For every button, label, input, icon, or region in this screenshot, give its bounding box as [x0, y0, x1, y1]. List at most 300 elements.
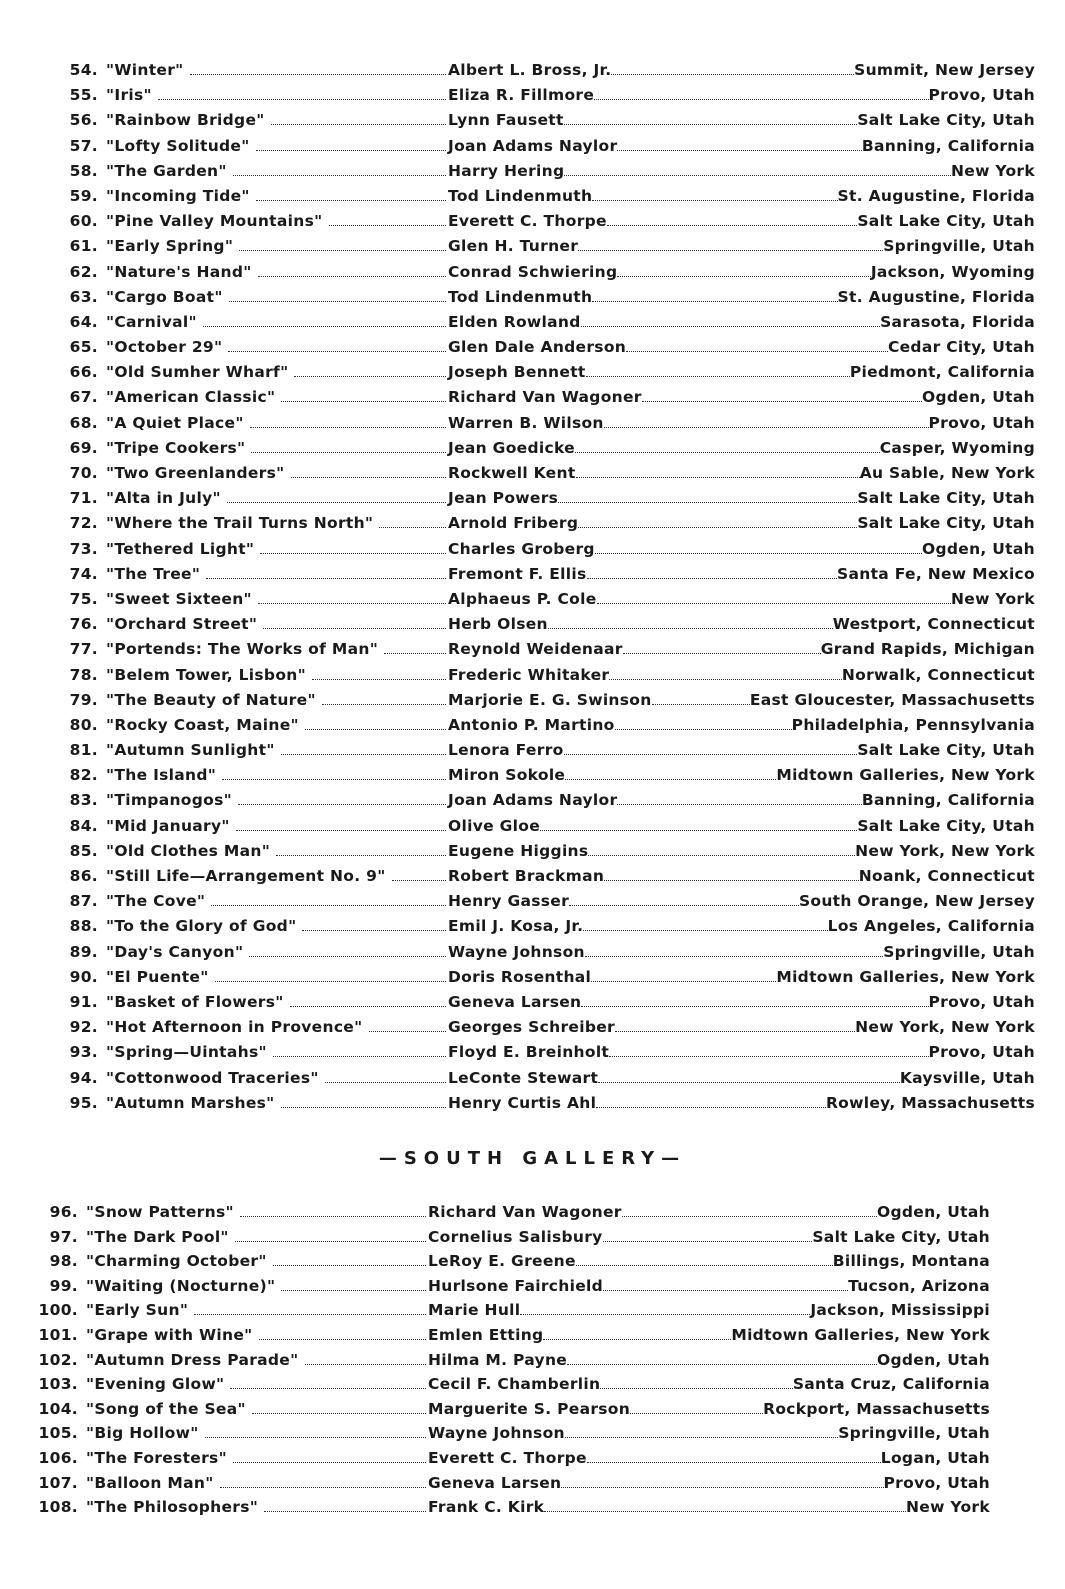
- entry-artist: Marjorie E. G. Swinson: [448, 690, 652, 709]
- catalog-entry: [50, 212, 1035, 237]
- entry-artist-cell: [446, 1094, 826, 1112]
- dot-leader: [611, 61, 854, 75]
- dot-leader: [256, 187, 446, 201]
- catalog-entry: [50, 791, 1035, 816]
- entry-title-cell: [106, 716, 446, 734]
- entry-title-cell: [106, 842, 446, 860]
- entry-title: "American Classic": [106, 388, 276, 407]
- entry-artist-cell: [446, 716, 792, 734]
- dot-leader: [598, 1069, 900, 1083]
- entry-number: 95.: [69, 1093, 98, 1112]
- entry-artist-cell: [446, 917, 828, 935]
- entry-artist-cell: [426, 1326, 731, 1344]
- entry-number: 72.: [69, 514, 98, 533]
- entry-location: Salt Lake City, Utah: [857, 816, 1035, 835]
- entry-number: 106.: [38, 1448, 78, 1467]
- entry-title-cell: [106, 137, 446, 155]
- entry-location: Salt Lake City, Utah: [857, 741, 1035, 760]
- entry-artist: Cornelius Salisbury: [428, 1227, 603, 1246]
- entry-artist: Joan Adams Naylor: [448, 791, 618, 810]
- dot-leader: [565, 1424, 838, 1438]
- entry-title: "Portends: The Works of Man": [106, 640, 379, 659]
- dot-leader: [603, 1228, 813, 1242]
- entry-location: Santa Cruz, California: [792, 1375, 990, 1394]
- dot-leader: [276, 842, 446, 856]
- dot-leader: [294, 363, 446, 377]
- dot-leader: [205, 1424, 426, 1438]
- entry-title: "Rocky Coast, Maine": [106, 715, 299, 734]
- entry-number: 70.: [69, 464, 98, 482]
- entry-location: Midtown Galleries, New York: [776, 766, 1035, 785]
- dot-leader: [578, 237, 883, 251]
- catalog-entry: [50, 464, 1035, 489]
- entry-title-cell: [106, 917, 446, 935]
- entry-artist-cell: [446, 867, 859, 885]
- entry-artist: Emil J. Kosa, Jr.: [448, 917, 584, 936]
- entry-number: 59.: [69, 186, 98, 205]
- entry-artist-cell: [446, 137, 862, 155]
- entry-title-cell: [106, 464, 446, 482]
- dot-leader: [615, 1018, 855, 1032]
- entry-artist: LeRoy E. Greene: [428, 1252, 576, 1271]
- dot-leader: [329, 212, 447, 226]
- entry-artist-cell: [426, 1400, 763, 1418]
- entry-title-cell: [106, 590, 446, 608]
- entry-location: Santa Fe, New Mexico: [837, 564, 1035, 583]
- entry-number: 104.: [38, 1399, 78, 1418]
- catalog-entry: [50, 363, 1035, 388]
- entry-artist: Lynn Fausett: [448, 111, 564, 130]
- south-gallery-list: [30, 1203, 990, 1523]
- entry-artist: Herb Olsen: [448, 615, 548, 634]
- dot-leader: [281, 741, 446, 755]
- catalog-entry: [50, 817, 1035, 842]
- entry-location: New York: [950, 161, 1035, 180]
- entry-location: Ogden, Utah: [877, 1350, 990, 1369]
- entry-artist: Eliza R. Fillmore: [448, 86, 595, 105]
- entry-title-cell: [106, 162, 446, 180]
- dot-leader: [273, 1252, 426, 1266]
- entry-location: Philadelphia, Pennsylvania: [791, 715, 1035, 734]
- entry-title-cell: [106, 540, 446, 558]
- south-gallery-heading: —SOUTH GALLERY—: [378, 1148, 687, 1169]
- dot-leader: [609, 1043, 928, 1057]
- entry-artist: Henry Gasser: [448, 892, 570, 911]
- entry-number: 105.: [38, 1424, 78, 1443]
- entry-artist: Lenora Ferro: [448, 741, 564, 760]
- catalog-entry: [50, 1069, 1035, 1094]
- entry-title-cell: [106, 338, 446, 356]
- entry-title: "Big Hollow": [86, 1424, 199, 1443]
- catalog-entry: [50, 968, 1035, 993]
- entry-title-cell: [106, 615, 446, 633]
- entry-artist: Henry Curtis Ahl: [448, 1093, 597, 1112]
- entry-location: St. Augustine, Florida: [837, 287, 1035, 306]
- catalog-entry: [50, 263, 1035, 288]
- entry-location: Rockport, Massachusetts: [763, 1399, 990, 1418]
- entry-title-cell: [86, 1203, 426, 1221]
- entry-title: "Nature's Hand": [106, 262, 252, 281]
- entry-number: 69.: [69, 438, 98, 457]
- entry-artist: Jean Powers: [448, 489, 559, 508]
- entry-number: 96.: [49, 1203, 78, 1221]
- catalog-entry: [30, 1228, 990, 1253]
- entry-title-cell: [106, 1043, 446, 1061]
- entry-title: "The Beauty of Nature": [106, 690, 316, 709]
- entry-location: Billings, Montana: [832, 1252, 990, 1271]
- entry-location: Noank, Connecticut: [858, 867, 1035, 885]
- entry-artist-cell: [446, 212, 857, 230]
- entry-title-cell: [106, 187, 446, 205]
- entry-title: "Early Sun": [86, 1301, 189, 1320]
- entry-artist: Arnold Friberg: [448, 514, 579, 533]
- entry-title: "Autumn Marshes": [106, 1093, 275, 1112]
- entry-artist: Glen H. Turner: [448, 237, 579, 256]
- entry-title: "Autumn Sunlight": [106, 741, 275, 760]
- catalog-entry: [50, 514, 1035, 539]
- dot-leader: [194, 1301, 426, 1315]
- entry-artist-cell: [446, 338, 888, 356]
- dot-leader: [543, 1326, 731, 1340]
- entry-location: East Gloucester, Massachusetts: [749, 690, 1035, 709]
- entry-title-cell: [106, 363, 446, 381]
- entry-title-cell: [106, 1069, 446, 1087]
- entry-number: 89.: [69, 942, 98, 961]
- dot-leader: [281, 388, 446, 402]
- entry-title-cell: [106, 640, 446, 658]
- entry-location: Au Sable, New York: [859, 464, 1035, 482]
- dot-leader: [190, 61, 446, 75]
- catalog-entry: [50, 640, 1035, 665]
- entry-artist: Frank C. Kirk: [428, 1498, 545, 1517]
- entry-artist: Warren B. Wilson: [448, 413, 604, 432]
- entry-title-cell: [106, 86, 446, 104]
- dot-leader: [369, 1018, 447, 1032]
- entry-title-cell: [106, 263, 446, 281]
- entry-location: Salt Lake City, Utah: [857, 111, 1035, 130]
- dot-leader: [617, 791, 862, 805]
- dot-leader: [273, 1043, 446, 1057]
- entry-title-cell: [106, 61, 446, 79]
- entry-title: "Orchard Street": [106, 615, 258, 634]
- dot-leader: [595, 540, 922, 554]
- entry-title-cell: [106, 892, 446, 910]
- dot-leader: [575, 439, 880, 453]
- entry-artist-cell: [446, 414, 929, 432]
- entry-number: 56.: [69, 111, 98, 130]
- entry-location: Rowley, Massachusetts: [825, 1093, 1035, 1112]
- dot-leader: [626, 338, 888, 352]
- entry-location: Kaysville, Utah: [899, 1068, 1035, 1087]
- dot-leader: [567, 1351, 877, 1365]
- entry-title-cell: [106, 1094, 446, 1112]
- entry-artist: Geneva Larsen: [448, 992, 582, 1011]
- entry-artist: Geneva Larsen: [428, 1473, 562, 1492]
- dot-leader: [544, 1498, 906, 1512]
- entry-artist: Albert L. Bross, Jr.: [448, 61, 612, 79]
- entry-title-cell: [86, 1326, 426, 1344]
- entry-artist-cell: [426, 1449, 881, 1467]
- entry-location: Logan, Utah: [880, 1448, 990, 1467]
- entry-title-cell: [106, 414, 446, 432]
- dot-leader: [642, 388, 922, 402]
- entry-title-cell: [86, 1301, 426, 1319]
- entry-artist-cell: [446, 892, 799, 910]
- entry-number: 68.: [69, 413, 98, 432]
- entry-location: Ogden, Utah: [922, 388, 1035, 407]
- entry-number: 99.: [49, 1276, 78, 1295]
- entry-artist: Wayne Johnson: [428, 1424, 565, 1443]
- entry-title: "Balloon Man": [86, 1473, 214, 1492]
- dot-leader: [252, 1400, 426, 1414]
- dot-leader: [586, 363, 850, 377]
- dot-leader: [583, 917, 827, 931]
- entry-location: Los Angeles, California: [827, 917, 1035, 936]
- catalog-entry: [50, 288, 1035, 313]
- entry-artist-cell: [426, 1375, 793, 1393]
- entry-title-cell: [106, 111, 446, 129]
- entry-number: 107.: [38, 1473, 78, 1492]
- entry-location: Ogden, Utah: [922, 539, 1035, 558]
- dot-leader: [260, 540, 446, 554]
- dot-leader: [623, 640, 821, 654]
- dot-leader: [384, 640, 446, 654]
- dot-leader: [576, 464, 860, 478]
- entry-title: "Autumn Dress Parade": [86, 1350, 299, 1369]
- dot-leader: [540, 817, 857, 831]
- dot-leader: [604, 414, 929, 428]
- catalog-entry: [50, 313, 1035, 338]
- entry-title: "Winter": [106, 61, 184, 79]
- dot-leader: [564, 111, 858, 125]
- catalog-entry: [50, 237, 1035, 262]
- catalog-entry: [30, 1252, 990, 1277]
- entry-title-cell: [86, 1474, 426, 1492]
- entry-number: 58.: [69, 161, 98, 180]
- catalog-entry: [30, 1498, 990, 1523]
- entry-location: St. Augustine, Florida: [837, 186, 1035, 205]
- catalog-entry: [30, 1449, 990, 1474]
- entry-artist-cell: [446, 61, 854, 79]
- entry-number: 63.: [69, 287, 98, 306]
- entry-artist: Richard Van Wagoner: [428, 1203, 622, 1221]
- entry-location: Piedmont, California: [849, 363, 1035, 382]
- dot-leader: [564, 162, 951, 176]
- entry-location: Summit, New Jersey: [854, 61, 1035, 79]
- entry-artist-cell: [426, 1277, 848, 1295]
- entry-title: "Early Spring": [106, 237, 234, 256]
- entry-artist: Fremont F. Ellis: [448, 564, 587, 583]
- dot-leader: [558, 489, 857, 503]
- entry-title: "Spring—Uintahs": [106, 1043, 267, 1062]
- entry-number: 93.: [69, 1043, 98, 1062]
- entry-title: "Grape with Wine": [86, 1325, 253, 1344]
- entry-location: Provo, Utah: [928, 1043, 1035, 1062]
- dot-leader: [305, 1351, 427, 1365]
- entry-artist: Hurlsone Fairchield: [428, 1276, 604, 1295]
- entry-title-cell: [106, 565, 446, 583]
- dot-leader: [220, 1474, 426, 1488]
- entry-artist-cell: [446, 615, 833, 633]
- entry-title: "A Quiet Place": [106, 413, 244, 432]
- catalog-entry: [50, 388, 1035, 413]
- entry-title: "Sweet Sixteen": [106, 589, 252, 608]
- catalog-entry: [50, 187, 1035, 212]
- dot-leader: [258, 263, 446, 277]
- entry-artist: Marguerite S. Pearson: [428, 1399, 631, 1418]
- entry-location: Salt Lake City, Utah: [812, 1227, 990, 1246]
- entry-artist: Reynold Weidenaar: [448, 640, 623, 659]
- entry-artist-cell: [446, 1069, 900, 1087]
- catalog-entry: [50, 1018, 1035, 1043]
- entry-number: 80.: [69, 715, 98, 734]
- entry-artist: Emlen Etting: [428, 1325, 544, 1344]
- entry-artist: Eugene Higgins: [448, 841, 589, 860]
- entry-location: Provo, Utah: [928, 86, 1035, 105]
- catalog-entry: [50, 691, 1035, 716]
- entry-number: 92.: [69, 1018, 98, 1037]
- dot-leader: [592, 288, 837, 302]
- entry-number: 76.: [69, 615, 98, 634]
- entry-title-cell: [106, 1018, 446, 1036]
- entry-title: "Day's Canyon": [106, 942, 244, 961]
- entry-title-cell: [106, 514, 446, 532]
- entry-title-cell: [86, 1498, 426, 1516]
- entry-title-cell: [106, 791, 446, 809]
- entry-number: 90.: [69, 967, 98, 986]
- entry-artist-cell: [446, 968, 776, 986]
- catalog-entry: [50, 666, 1035, 691]
- entry-location: Jackson, Mississippi: [810, 1301, 990, 1320]
- entry-location: Norwalk, Connecticut: [841, 665, 1035, 684]
- dot-leader: [607, 212, 858, 226]
- dot-leader: [256, 137, 446, 151]
- entry-title: "Lofty Solitude": [106, 136, 250, 155]
- entry-artist-cell: [446, 993, 929, 1011]
- entry-title-cell: [106, 237, 446, 255]
- entry-title: "Basket of Flowers": [106, 992, 284, 1011]
- entry-artist: Glen Dale Anderson: [448, 338, 627, 357]
- dot-leader: [630, 1400, 763, 1414]
- dot-leader: [520, 1301, 810, 1315]
- entry-artist: Georges Schreiber: [448, 1018, 615, 1037]
- dot-leader: [615, 716, 792, 730]
- entry-title-cell: [86, 1449, 426, 1467]
- catalog-entry: [30, 1301, 990, 1326]
- dot-leader: [264, 1498, 426, 1512]
- entry-location: Salt Lake City, Utah: [857, 212, 1035, 231]
- entry-number: 74.: [69, 564, 98, 583]
- entry-title: "The Tree": [106, 564, 201, 583]
- entry-location: Cedar City, Utah: [887, 338, 1035, 357]
- dot-leader: [594, 86, 928, 100]
- dot-leader: [271, 111, 446, 125]
- entry-number: 62.: [69, 262, 98, 281]
- entry-title: "Iris": [106, 86, 152, 105]
- entry-artist-cell: [426, 1252, 833, 1270]
- catalog-entry: [50, 439, 1035, 464]
- entry-number: 108.: [38, 1498, 78, 1517]
- entry-location: Springville, Utah: [883, 237, 1035, 256]
- dot-leader: [281, 1094, 446, 1108]
- dot-leader: [240, 1203, 426, 1217]
- catalog-entry: [50, 414, 1035, 439]
- entry-title-cell: [106, 741, 446, 759]
- entry-location: Sarasota, Florida: [880, 312, 1035, 331]
- dot-leader: [206, 565, 446, 579]
- entry-title: "Rainbow Bridge": [106, 111, 265, 130]
- entry-title-cell: [106, 943, 446, 961]
- dot-leader: [215, 968, 446, 982]
- entry-artist-cell: [446, 1018, 855, 1036]
- entry-title: "Snow Patterns": [86, 1203, 234, 1221]
- entry-artist-cell: [446, 514, 857, 532]
- entry-artist: Alphaeus P. Cole: [448, 589, 597, 608]
- entry-location: Westport, Connecticut: [832, 615, 1035, 634]
- entry-title-cell: [106, 666, 446, 684]
- entry-title-cell: [106, 993, 446, 1011]
- entry-artist: Wayne Johnson: [448, 942, 585, 961]
- catalog-entry: [50, 1043, 1035, 1068]
- entry-location: Springville, Utah: [883, 942, 1035, 961]
- entry-artist: Joseph Bennett: [448, 363, 586, 382]
- entry-artist: Richard Van Wagoner: [448, 388, 642, 407]
- entry-location: Midtown Galleries, New York: [776, 967, 1035, 986]
- entry-artist-cell: [446, 86, 929, 104]
- catalog-entry: [50, 867, 1035, 892]
- entry-title: "Charming October": [86, 1252, 267, 1271]
- entry-title: "Old Sumher Wharf": [106, 363, 289, 382]
- entry-number: 54.: [69, 61, 98, 79]
- catalog-entry: [50, 892, 1035, 917]
- entry-location: New York: [905, 1498, 990, 1517]
- catalog-entry: [30, 1326, 990, 1351]
- catalog-entry: [30, 1375, 990, 1400]
- entry-number: 73.: [69, 539, 98, 558]
- entry-title-cell: [106, 489, 446, 507]
- entry-title-cell: [106, 691, 446, 709]
- entry-number: 66.: [69, 363, 98, 382]
- entry-title: "Cottonwood Traceries": [106, 1068, 319, 1087]
- dot-leader: [291, 464, 447, 478]
- catalog-entry: [30, 1424, 990, 1449]
- catalog-entry: [50, 590, 1035, 615]
- entry-number: 102.: [38, 1350, 78, 1369]
- catalog-entry: [50, 137, 1035, 162]
- catalog-entry: [50, 917, 1035, 942]
- entry-number: 101.: [38, 1325, 78, 1344]
- dot-leader: [609, 666, 842, 680]
- dot-leader: [211, 892, 446, 906]
- entry-title: "The Cove": [106, 892, 206, 911]
- entry-title: "Song of the Sea": [86, 1399, 246, 1418]
- dot-leader: [158, 86, 446, 100]
- entry-location: South Orange, New Jersey: [798, 892, 1035, 911]
- dot-leader: [604, 867, 859, 881]
- entry-title-cell: [86, 1375, 426, 1393]
- dot-leader: [227, 489, 446, 503]
- entry-artist: Marie Hull: [428, 1301, 521, 1320]
- dot-leader: [238, 791, 446, 805]
- dot-leader: [592, 187, 837, 201]
- entry-number: 60.: [69, 212, 98, 231]
- entry-number: 86.: [69, 867, 98, 885]
- entry-artist: Hilma M. Payne: [428, 1350, 568, 1369]
- entry-artist: Rockwell Kent: [448, 464, 576, 482]
- entry-number: 98.: [49, 1252, 78, 1271]
- entry-artist: Harry Hering: [448, 161, 565, 180]
- entry-location: Provo, Utah: [883, 1473, 990, 1492]
